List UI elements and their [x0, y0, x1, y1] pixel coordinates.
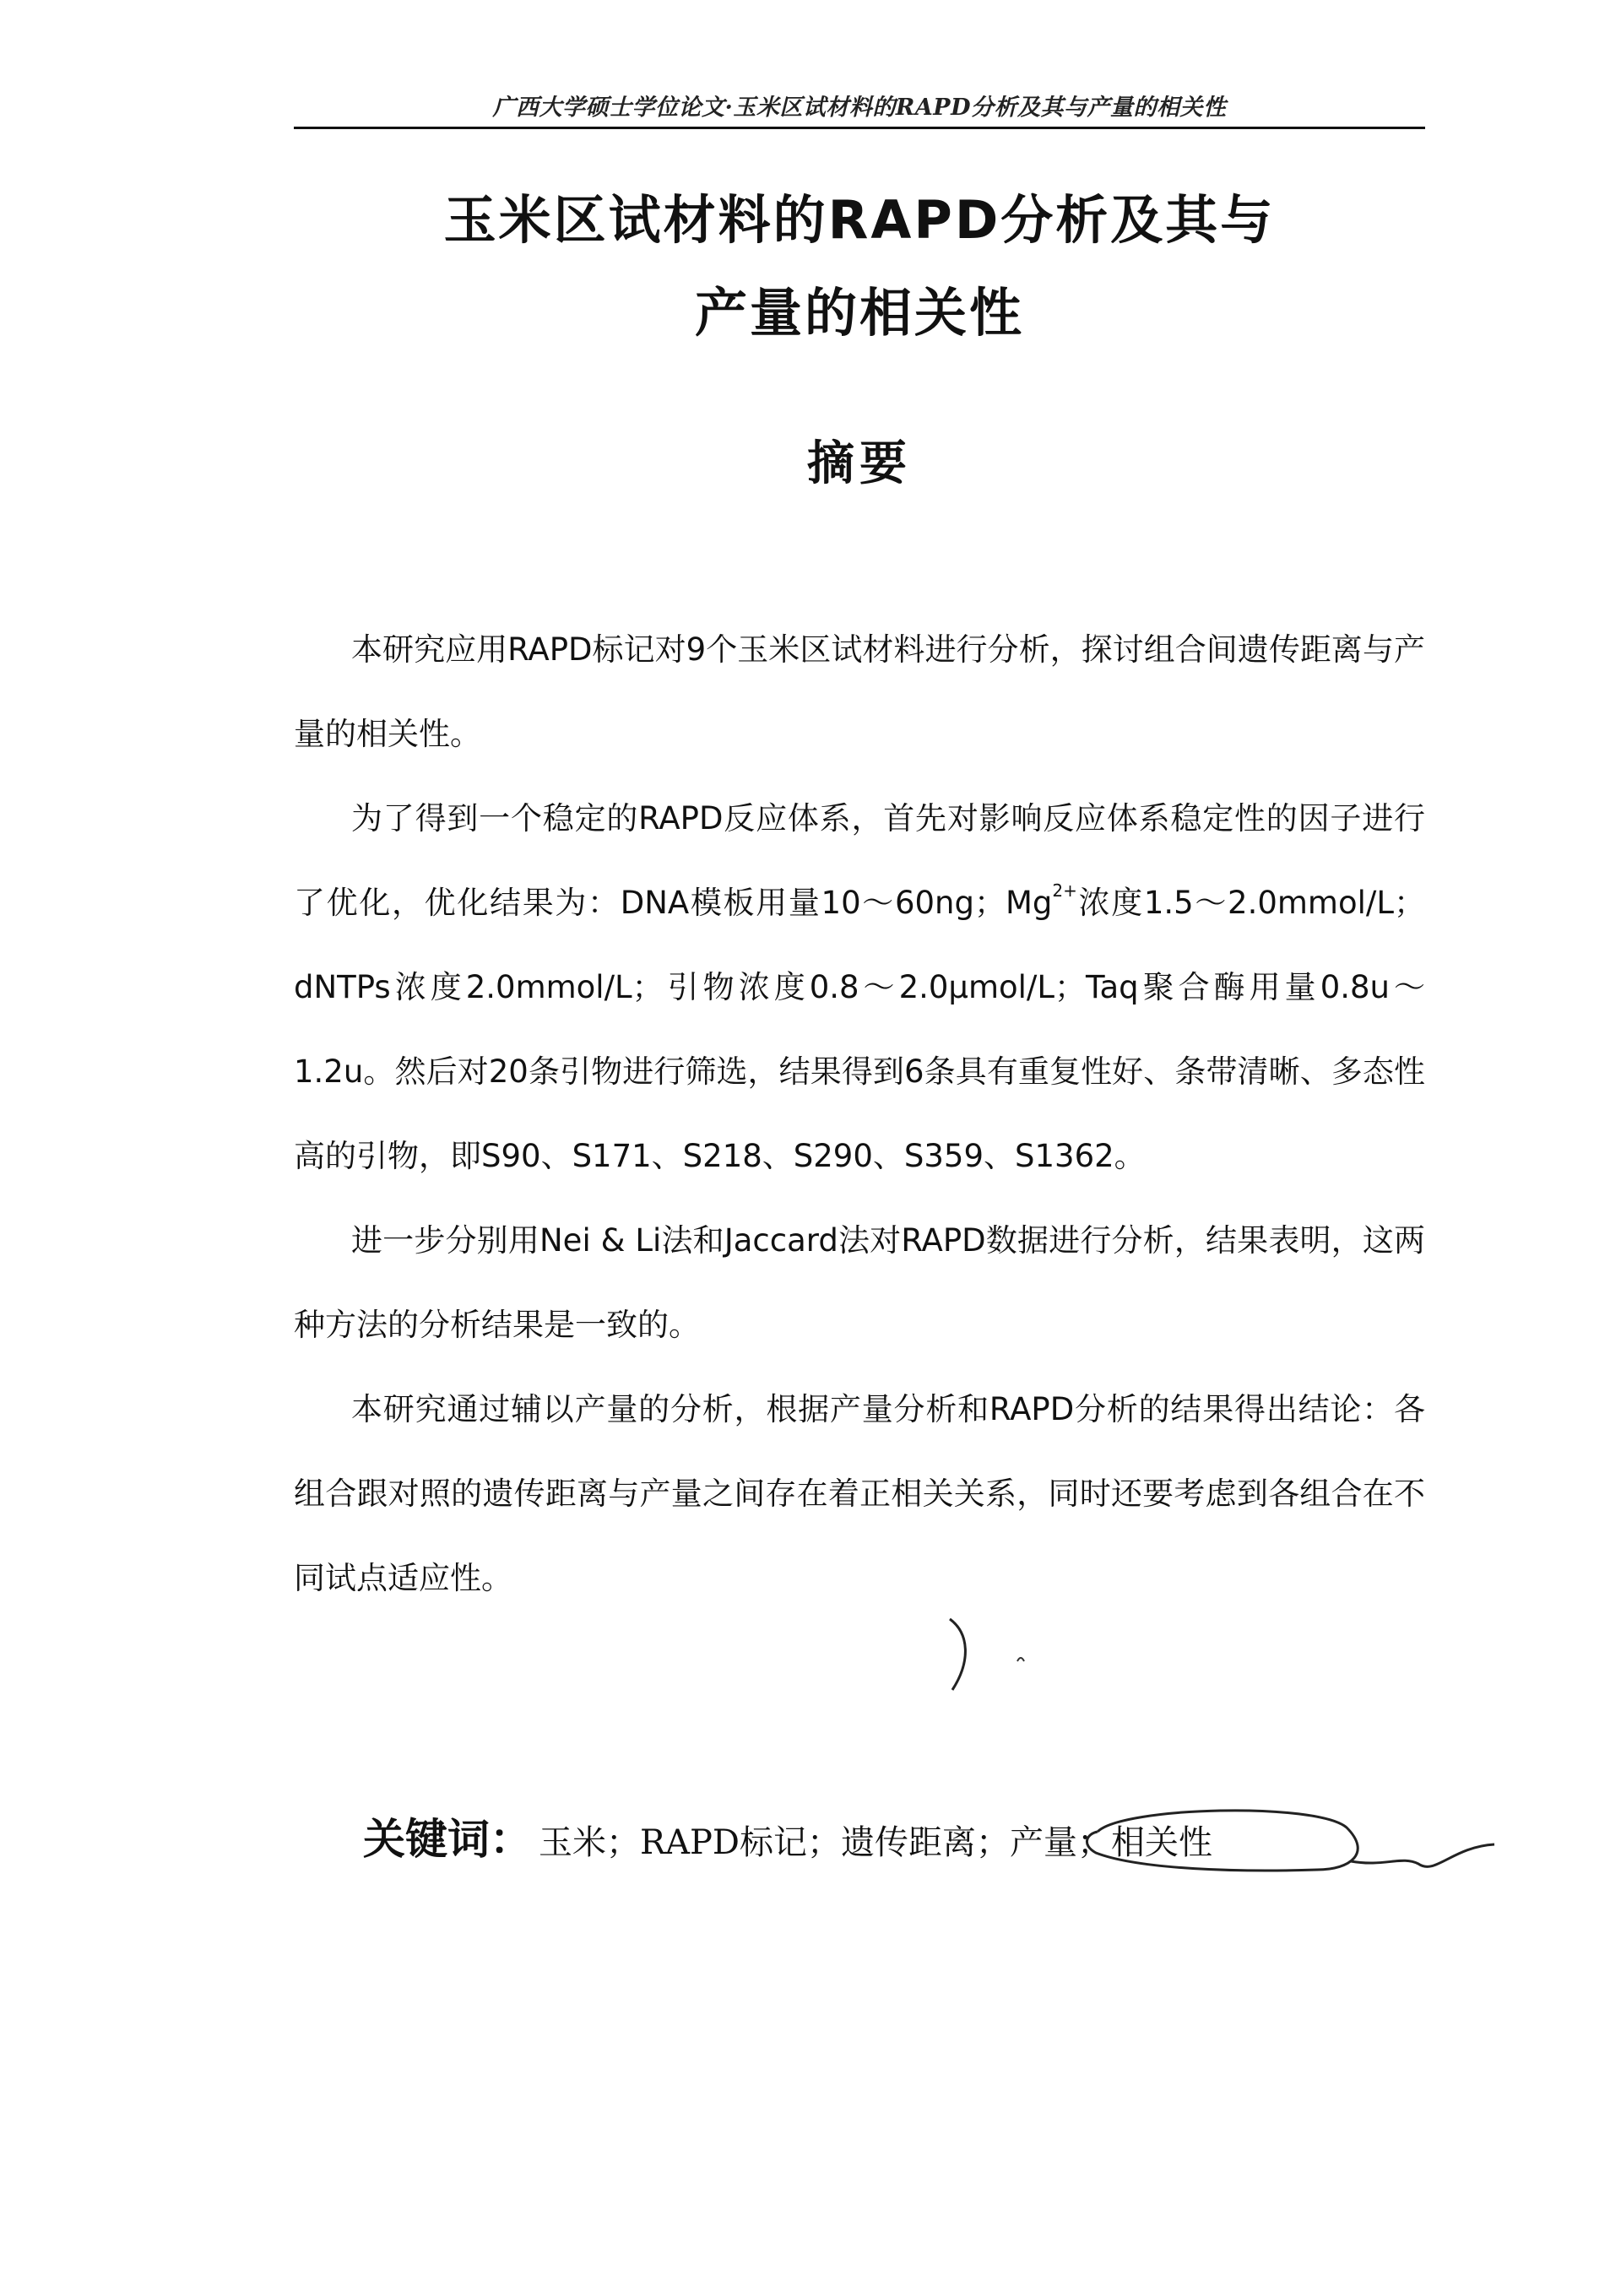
abstract-paragraph-1: 本研究应用RAPD标记对9个玉米区试材料进行分析，探讨组合间遗传距离与产量的相关性。 — [294, 631, 1425, 752]
abstract-heading: 摘要 — [807, 436, 912, 491]
keywords-label: 关键词： — [363, 1815, 532, 1864]
abstract-paragraph-2-part-a: 为了得到一个稳定的RAPD反应体系，首先对影响反应体系稳定性的因子进行了优化，优化结果为：DNA模板用量10～60ng；Mg — [294, 800, 1425, 921]
thesis-title-line-1: 玉米区试材料的RAPD分析及其与 — [443, 189, 1276, 251]
abstract-paragraph-4: 本研究通过辅以产量的分析，根据产量分析和RAPD分析的结果得出结论：各组合跟对照的遗传距离与产量之间存在着正相关关系，同时还要考虑到各组合在不同试点适应性。 — [294, 1391, 1425, 1596]
abstract-paragraph-2-part-b: 浓度1.5～2.0mmol/L；dNTPs浓度2.0mmol/L；引物浓度0.8～2.0μmol/L；Taq聚合酶用量0.8u～1.2u。然后对20条引物进行筛选，结果得到6条具有重复性好、条带清晰、多态性高的引物，即S90、S171、S218、S290、S359、S1362。 — [294, 885, 1425, 1174]
header-rule — [294, 127, 1425, 129]
abstract-paragraph-2 — [294, 777, 1425, 1199]
keywords-list: 玉米；RAPD标记；遗传距离；产量；相关性 — [539, 1823, 1212, 1862]
abstract-body — [294, 608, 1425, 1621]
thesis-title-line-2: 产量的相关性 — [694, 282, 1024, 344]
abstract-paragraph-3: 进一步分别用Nei & Li法和Jaccard法对RAPD数据进行分析，结果表明，这两种方法的分析结果是一致的。 — [294, 1222, 1425, 1343]
running-header: 广西大学硕士学位论文·玉米区试材料的RAPD分析及其与产量的相关性 — [492, 95, 1227, 121]
thesis-title — [294, 174, 1425, 360]
mg-superscript: 2+ — [1052, 880, 1077, 901]
pen-mark-parenthesis — [950, 1619, 965, 1690]
pen-mark-dots — [1017, 1658, 1024, 1661]
keywords-line — [363, 1801, 1461, 1881]
